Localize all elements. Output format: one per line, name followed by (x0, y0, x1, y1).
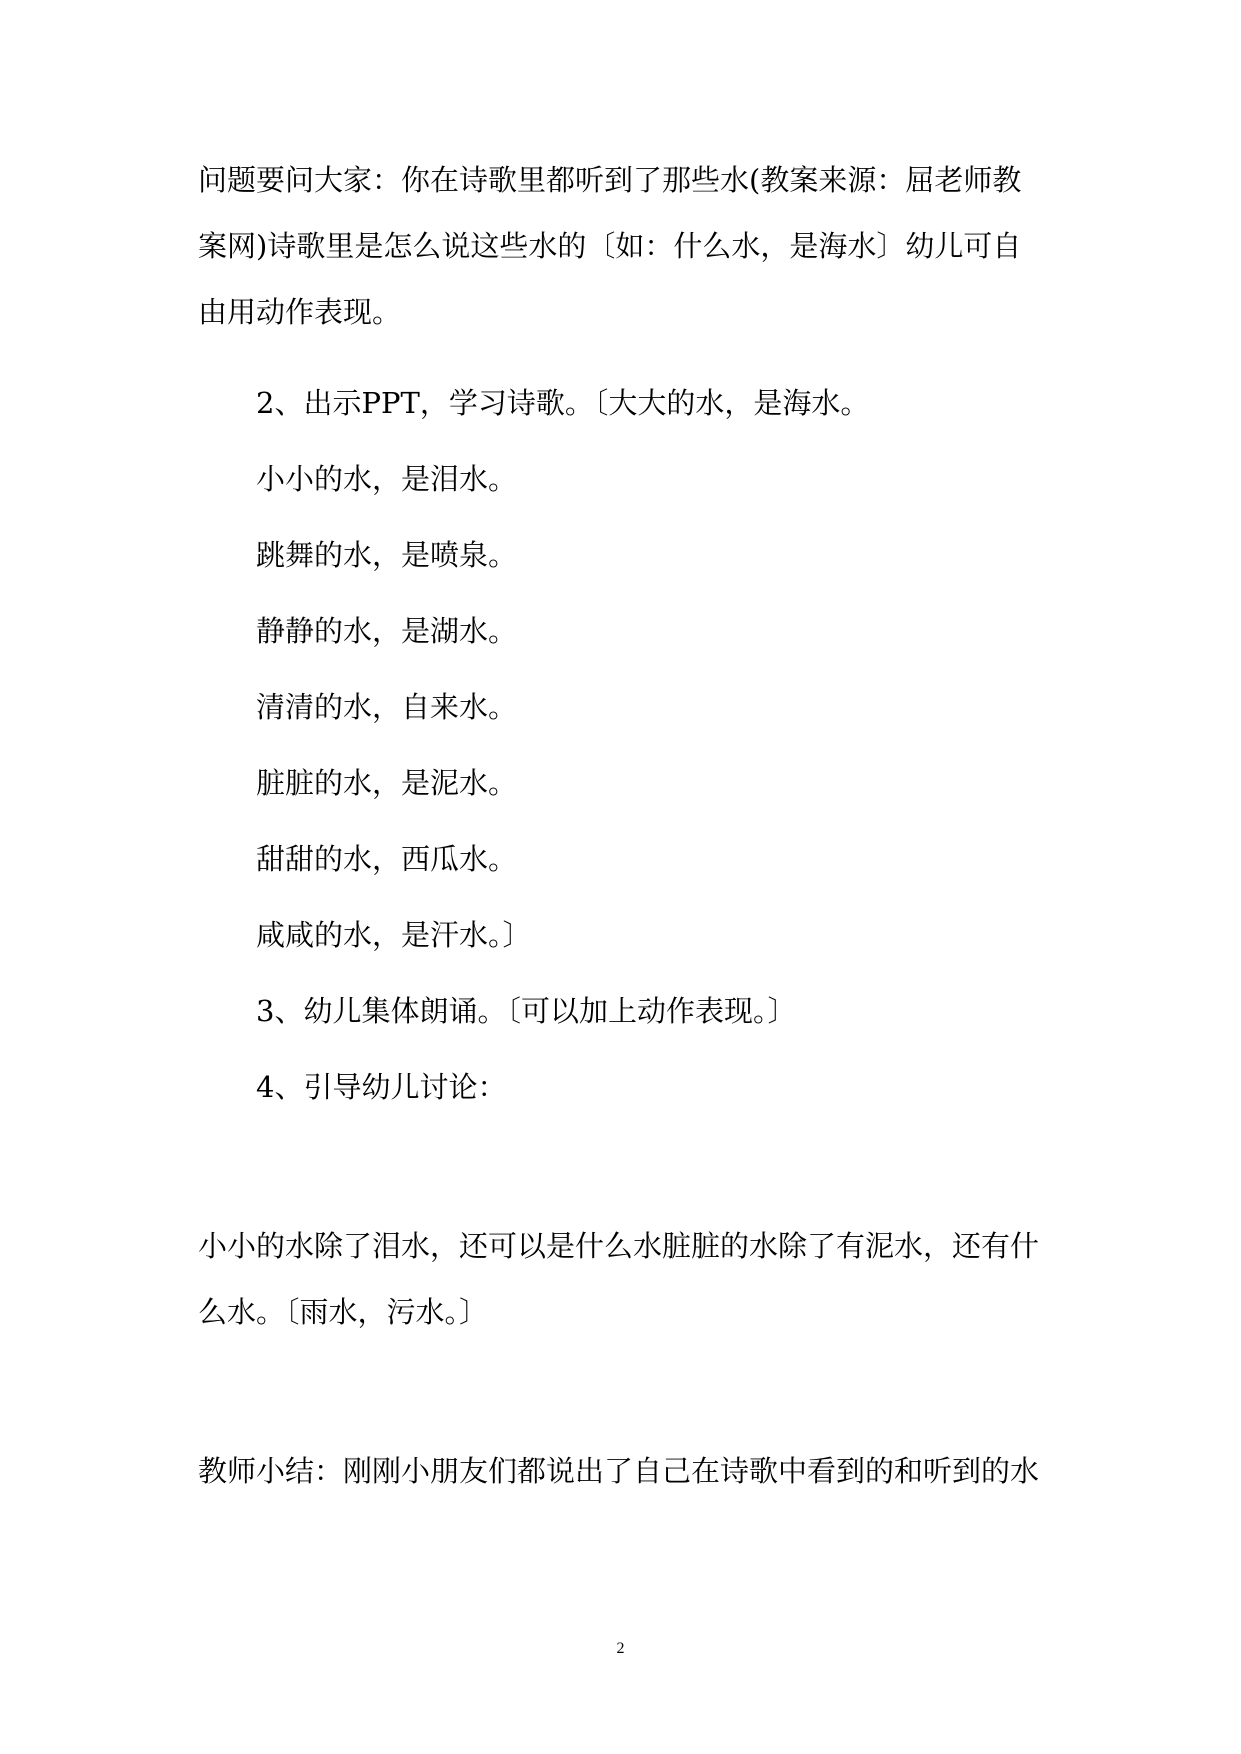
poem-line: 小小的水，是泪水。 (256, 462, 518, 496)
poem-line: 咸咸的水，是汗水。〕 (256, 918, 532, 952)
poem-line: 跳舞的水，是喷泉。 (256, 538, 518, 572)
paragraph-line: 案网)诗歌里是怎么说这些水的〔如：什么水，是海水〕幼儿可自 (198, 229, 1022, 263)
discussion-line: 么水。〔雨水，污水。〕 (198, 1295, 489, 1329)
poem-line: 静静的水，是湖水。 (256, 614, 518, 648)
page-number: 2 (616, 1640, 625, 1657)
step-3-line: 3、幼儿集体朗诵。〔可以加上动作表现。〕 (256, 994, 797, 1028)
poem-line: 清清的水，自来水。 (256, 690, 518, 724)
step-2-line: 2、出示PPT，学习诗歌。〔大大的水，是海水。 (256, 386, 870, 420)
poem-line: 脏脏的水，是泥水。 (256, 766, 518, 800)
paragraph-line: 由用动作表现。 (198, 295, 402, 329)
summary-line: 教师小结：刚刚小朋友们都说出了自己在诗歌中看到的和听到的水 (198, 1454, 1040, 1488)
paragraph-line: 问题要问大家：你在诗歌里都听到了那些水(教案来源：屈老师教 (198, 163, 1022, 197)
discussion-line: 小小的水除了泪水，还可以是什么水脏脏的水除了有泥水，还有什 (198, 1229, 1040, 1263)
step-4-line: 4、引导幼儿讨论： (256, 1070, 507, 1104)
poem-line: 甜甜的水，西瓜水。 (256, 842, 518, 876)
